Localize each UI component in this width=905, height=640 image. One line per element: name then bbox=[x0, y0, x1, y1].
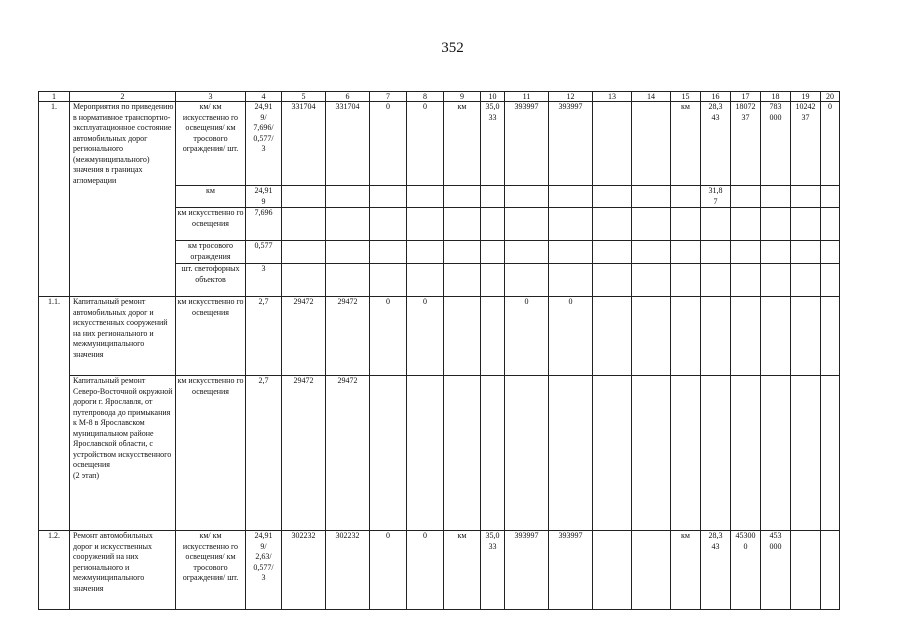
value-cell: 35,0 33 bbox=[481, 531, 505, 610]
page-number: 352 bbox=[441, 40, 464, 56]
table-row bbox=[39, 102, 840, 186]
value-cell: 0 bbox=[407, 531, 444, 610]
col-header: 1 bbox=[39, 92, 70, 102]
value-cell: 2,7 bbox=[246, 376, 282, 531]
value-cell: 393997 bbox=[505, 102, 549, 186]
value-cell: 393997 bbox=[549, 531, 593, 610]
value-cell: 24,91 9/ 2,63/ 0,577/ 3 bbox=[246, 531, 282, 610]
row-name: Капитальный ремонт автомобильных дорог и искусственных сооружений на них регионального и межмуниципального значения bbox=[70, 297, 176, 376]
unit-cell: км искусственно го освещения bbox=[176, 208, 246, 241]
value-cell: 0 bbox=[370, 531, 407, 610]
value-cell: 0 bbox=[407, 102, 444, 186]
value-cell: 393997 bbox=[549, 102, 593, 186]
row-name: Капитальный ремонт Северо-Восточной окружной дороги г. Ярославля, от путепровода до примыкания к М-8 в Ярославском муниципальном районе Ярославской области, с устройством искусственного освещения (2 этап) bbox=[70, 376, 176, 531]
value-cell: 18072 37 bbox=[731, 102, 761, 186]
value-cell: 0 bbox=[370, 297, 407, 376]
value-cell: 783 000 bbox=[761, 102, 791, 186]
value-cell: 28,3 43 bbox=[701, 102, 731, 186]
value-cell: 29472 bbox=[326, 376, 370, 531]
col-header: 14 bbox=[632, 92, 671, 102]
col-header: 15 bbox=[671, 92, 701, 102]
value-cell: 302232 bbox=[326, 531, 370, 610]
value-cell: 331704 bbox=[326, 102, 370, 186]
value-cell: 31,8 7 bbox=[701, 186, 731, 208]
unit-cell: км/ км искусственно го освещения/ км тросового ограждения/ шт. bbox=[176, 531, 246, 610]
value-cell: 0 bbox=[407, 297, 444, 376]
value-cell: км bbox=[444, 102, 481, 186]
col-header: 13 bbox=[593, 92, 632, 102]
row-number: 1.1. bbox=[39, 297, 70, 531]
value-cell bbox=[593, 102, 632, 186]
value-cell: 393997 bbox=[505, 531, 549, 610]
value-cell: 0 bbox=[505, 297, 549, 376]
value-cell: 0 bbox=[370, 102, 407, 186]
value-cell: 24,91 9/ 7,696/ 0,577/ 3 bbox=[246, 102, 282, 186]
value-cell: 29472 bbox=[326, 297, 370, 376]
value-cell: 7,696 bbox=[246, 208, 282, 241]
table-row bbox=[39, 531, 840, 610]
row-number: 1.2. bbox=[39, 531, 70, 610]
col-header: 16 bbox=[701, 92, 731, 102]
value-cell: 29472 bbox=[282, 376, 326, 531]
col-header: 11 bbox=[505, 92, 549, 102]
row-name: Ремонт автомобильных дорог и искусственных сооружений на них регионального и межмуниципального значения bbox=[70, 531, 176, 610]
unit-cell: км искусственно го освещения bbox=[176, 376, 246, 531]
col-header: 12 bbox=[549, 92, 593, 102]
value-cell: 331704 bbox=[282, 102, 326, 186]
value-cell: 45300 0 bbox=[731, 531, 761, 610]
unit-cell: км/ км искусственно го освещения/ км тросового ограждения/ шт. bbox=[176, 102, 246, 186]
unit-cell: км искусственно го освещения bbox=[176, 297, 246, 376]
col-header: 19 bbox=[791, 92, 821, 102]
col-header: 10 bbox=[481, 92, 505, 102]
col-header: 20 bbox=[821, 92, 840, 102]
row-name: Мероприятия по приведению в нормативное транспортно-эксплуатационное состояние автомобильных дорог регионального (межмуниципального) значения в границах агломерации bbox=[70, 102, 176, 297]
value-cell: 0 bbox=[821, 102, 840, 186]
value-cell: 35,0 33 bbox=[481, 102, 505, 186]
row-number: 1. bbox=[39, 102, 70, 297]
col-header: 18 bbox=[761, 92, 791, 102]
col-header: 9 bbox=[444, 92, 481, 102]
unit-cell: км bbox=[176, 186, 246, 208]
value-cell: км bbox=[444, 531, 481, 610]
col-header: 5 bbox=[282, 92, 326, 102]
value-cell: км bbox=[671, 531, 701, 610]
unit-cell: км тросового ограждения bbox=[176, 241, 246, 264]
col-header: 8 bbox=[407, 92, 444, 102]
value-cell: 10242 37 bbox=[791, 102, 821, 186]
col-header: 17 bbox=[731, 92, 761, 102]
value-cell: км bbox=[671, 102, 701, 186]
unit-cell: шт. светофорных объектов bbox=[176, 264, 246, 297]
value-cell: 0,577 bbox=[246, 241, 282, 264]
col-header: 7 bbox=[370, 92, 407, 102]
table-row bbox=[39, 376, 840, 531]
col-header: 2 bbox=[70, 92, 176, 102]
col-header: 4 bbox=[246, 92, 282, 102]
column-number-row bbox=[39, 92, 840, 102]
value-cell: 24,91 9 bbox=[246, 186, 282, 208]
value-cell: 3 bbox=[246, 264, 282, 297]
budget-table bbox=[38, 91, 840, 610]
value-cell: 2,7 bbox=[246, 297, 282, 376]
value-cell: 28,3 43 bbox=[701, 531, 731, 610]
col-header: 6 bbox=[326, 92, 370, 102]
col-header: 3 bbox=[176, 92, 246, 102]
value-cell: 453 000 bbox=[761, 531, 791, 610]
table-row bbox=[39, 297, 840, 376]
value-cell: 302232 bbox=[282, 531, 326, 610]
value-cell bbox=[632, 102, 671, 186]
value-cell: 0 bbox=[549, 297, 593, 376]
value-cell: 29472 bbox=[282, 297, 326, 376]
